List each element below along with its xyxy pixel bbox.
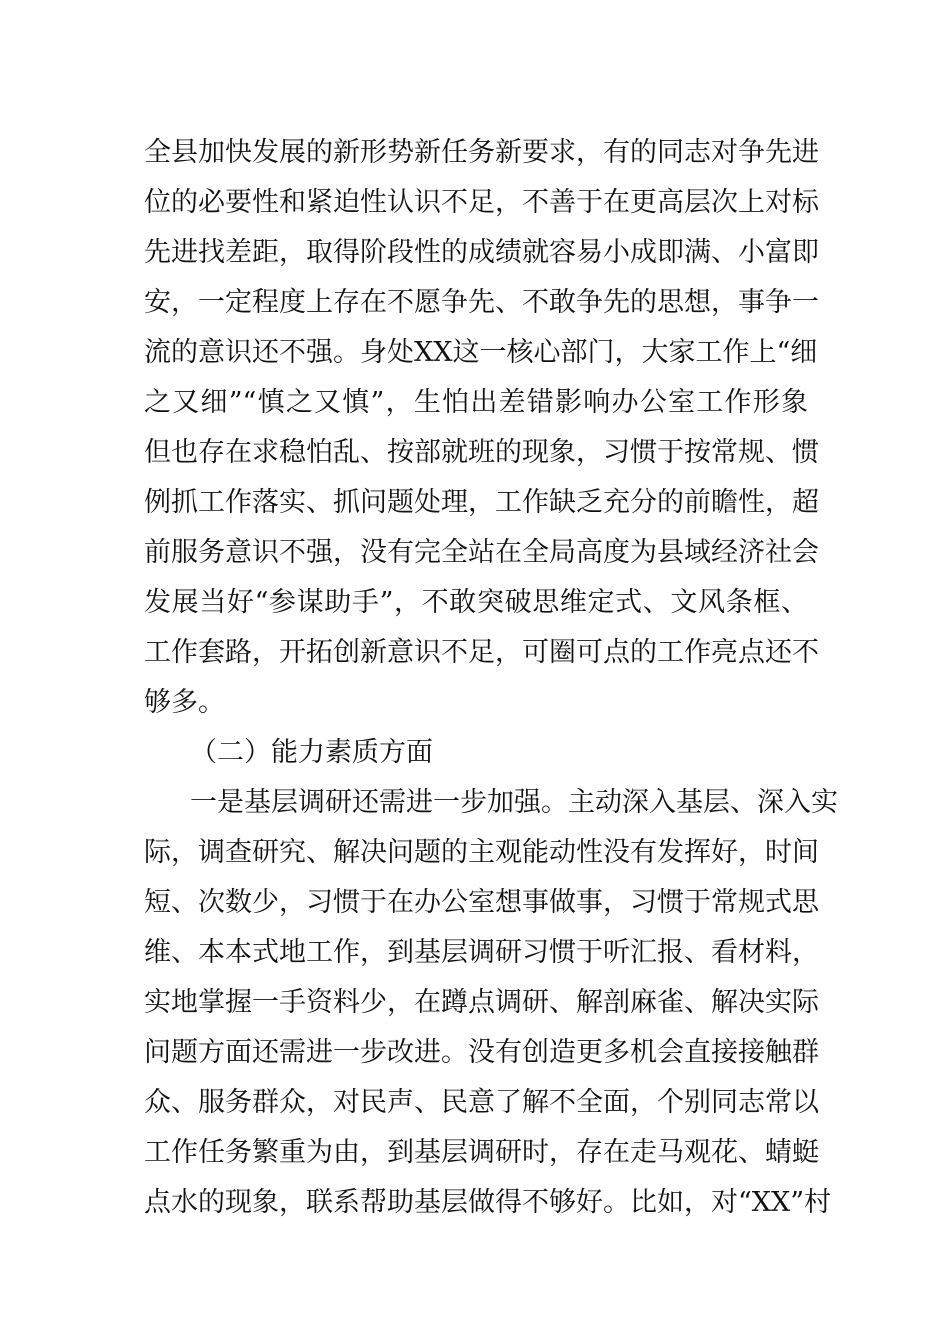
paragraph-1-line-11: 工作套路，开拓创新意识不足，可圈可点的工作亮点还不 bbox=[144, 637, 819, 668]
paragraph-1-line-8: 例抓工作落实、抓问题处理，工作缺乏充分的前瞻性，超 bbox=[144, 487, 819, 518]
paragraph-1-line-9: 前服务意识不强，没有完全站在全局高度为县域经济社会 bbox=[144, 537, 819, 568]
paragraph-1-line-10: 发展当好“参谋助手”，不敢突破思维定式、文风条框、 bbox=[144, 587, 808, 618]
paragraph-1-line-6: 之又细”“慎之又慎”，生怕出差错影响办公室工作形象 bbox=[144, 387, 808, 418]
paragraph-1-line-4: 安，一定程度上存在不愿争先、不敢争先的思想，事争一 bbox=[144, 287, 819, 318]
paragraph-2-line-9: 点水的现象，联系帮助基层做得不够好。比如，对“XX”村 bbox=[144, 1187, 832, 1218]
paragraph-2-line-8: 工作任务繁重为由，到基层调研时，存在走马观花、蜻蜓 bbox=[144, 1137, 819, 1168]
paragraph-1-line-1: 全县加快发展的新形势新任务新要求，有的同志对争先进 bbox=[144, 137, 819, 168]
paragraph-1-line-3: 先进找差距，取得阶段性的成绩就容易小成即满、小富即 bbox=[144, 237, 819, 268]
paragraph-2-line-2: 际，调查研究、解决问题的主观能动性没有发挥好，时间 bbox=[144, 837, 819, 868]
paragraph-1-line-2: 位的必要性和紧迫性认识不足，不善于在更高层次上对标 bbox=[144, 187, 819, 218]
paragraph-1-line-12: 够多。 bbox=[144, 687, 225, 718]
paragraph-2-line-6: 问题方面还需进一步改进。没有创造更多机会直接接触群 bbox=[144, 1037, 819, 1068]
section-heading: （二）能力素质方面 bbox=[190, 737, 433, 768]
paragraph-2-line-4: 维、本本式地工作，到基层调研习惯于听汇报、看材料， bbox=[144, 937, 819, 968]
paragraph-2-line-5: 实地掌握一手资料少，在蹲点调研、解剖麻雀、解决实际 bbox=[144, 987, 819, 1018]
paragraph-2-line-1: 一是基层调研还需进一步加强。主动深入基层、深入实 bbox=[190, 787, 838, 818]
paragraph-2-line-7: 众、服务群众，对民声、民意了解不全面，个别同志常以 bbox=[144, 1087, 819, 1118]
paragraph-1-line-5: 流的意识还不强。身处XX这一核心部门，大家工作上“细 bbox=[144, 337, 818, 368]
paragraph-2-line-3: 短、次数少，习惯于在办公室想事做事，习惯于常规式思 bbox=[144, 887, 819, 918]
paragraph-1-line-7: 但也存在求稳怕乱、按部就班的现象，习惯于按常规、惯 bbox=[144, 437, 819, 468]
